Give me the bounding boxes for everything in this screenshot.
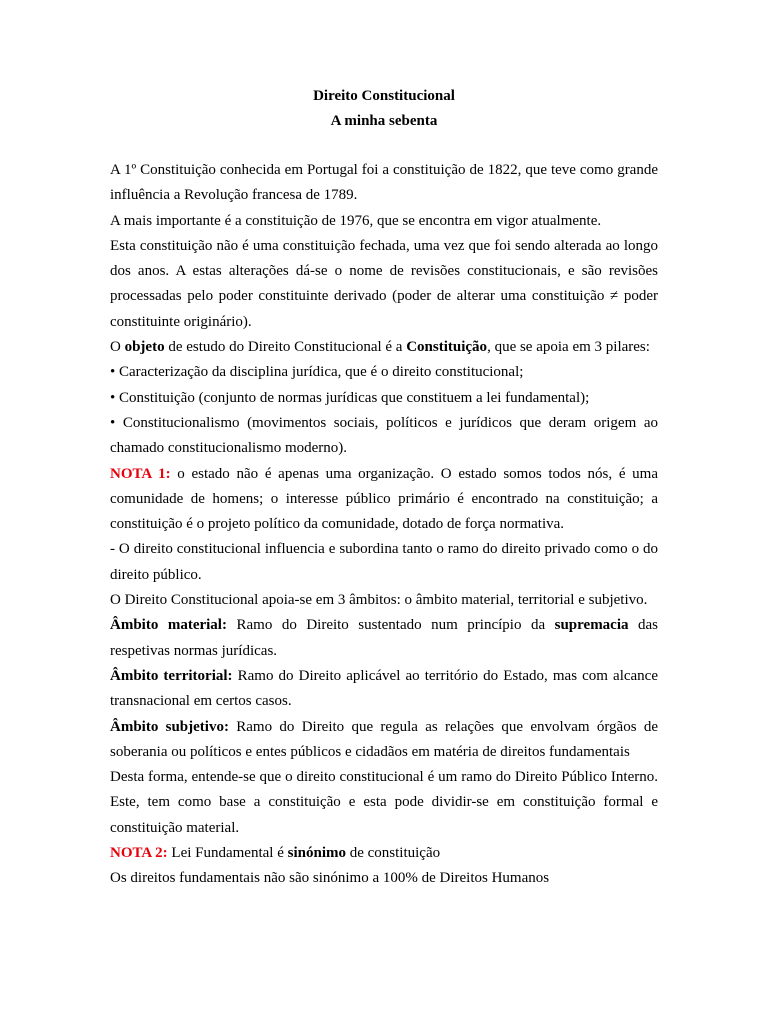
subjective-scope-paragraph (110, 715, 658, 766)
text-run: Ramo do Direito que regula as relações que envolvam órgãos de soberania ou políticos e entes públicos e cidadãos em matéria de direitos fundamentais (110, 718, 658, 760)
document-title: Direito Constitucional (313, 88, 455, 104)
bullet-item: • Constituição (conjunto de normas jurídicas que constituem a lei fundamental); (110, 389, 590, 406)
text-run: de estudo do Direito Constitucional é a (164, 339, 407, 356)
document-page (110, 84, 658, 892)
paragraph-constitution-1976: A mais importante é a constituição de 1976, que se encontra em vigor atualmente. (110, 212, 602, 229)
note-2-label: NOTA 2: (110, 845, 168, 862)
document-subtitle: A minha sebenta (330, 113, 438, 129)
subjective-scope-label: Âmbito subjetivo: (110, 718, 229, 735)
note-2-paragraph (110, 841, 658, 866)
material-scope-paragraph (110, 613, 658, 664)
paragraph-influence: - O direito constitucional influencia e subordina tanto o ramo do direito privado como o do direito público. (110, 541, 658, 583)
text-run: das respetivas normas jurídicas. (110, 617, 659, 659)
bullet-item: • Caracterização da disciplina jurídica, que é o direito constitucional; (110, 364, 524, 381)
text-run: , que se apoia em 3 pilares: (487, 339, 650, 356)
bold-supremacia: supremacia (554, 617, 629, 634)
text-run: Lei Fundamental é (167, 845, 288, 862)
bold-sinonimo: sinónimo (287, 845, 346, 862)
text-run: Ramo do Direito aplicável ao território do Estado, mas com alcance transnacional em certos casos. (110, 667, 658, 710)
bold-constituicao: Constituição (406, 339, 488, 356)
bullet-item: • Constitucionalismo (movimentos sociais, políticos e jurídicos que deram origem ao chamado constitucionalismo moderno). (110, 414, 658, 457)
paragraph-object-of-study (110, 335, 658, 360)
text-run: o estado não é apenas uma organização. O estado somos todos nós, é uma comunidade de homens; o interesse público primário é encontrado na constituição; a constituição é o projeto político da comunidade, dotado de força normativa. (110, 465, 658, 533)
paragraph-three-scopes: O Direito Constitucional apoia-se em 3 âmbitos: o âmbito material, territorial e subjetivo. (110, 592, 648, 609)
paragraph-first-constitution: A 1º Constituição conhecida em Portugal foi a constituição de 1822, que teve como grande influência a Revolução francesa de 1789. (110, 162, 658, 204)
paragraph-human-rights: Os direitos fundamentais não são sinónimo a 100% de Direitos Humanos (110, 870, 550, 887)
territorial-scope-label: Âmbito territorial: (110, 667, 233, 684)
paragraph-constitutional-revisions: Esta constituição não é uma constituição fechada, uma vez que foi sendo alterada ao longo dos anos. A estas alterações dá-se o nome de revisões constitucionais, e são revisões processadas pelo poder constituinte derivado (poder de alterar uma constituição ≠ poder constituinte originário). (110, 237, 658, 330)
note-1-label: NOTA 1: (110, 465, 171, 482)
paragraph-public-law: Desta forma, entende-se que o direito constitucional é um ramo do Direito Público Interno. Este, tem como base a constituição e esta pode dividir-se em constituição formal e constituição material. (110, 769, 658, 836)
document-body (110, 158, 658, 892)
text-run: O (110, 339, 125, 356)
territorial-scope-paragraph (110, 664, 658, 715)
bold-objeto: objeto (124, 339, 165, 356)
text-run: Ramo do Direito sustentado num princípio da (226, 617, 555, 634)
text-run: de constituição (345, 845, 441, 862)
note-1-paragraph (110, 462, 658, 538)
material-scope-label: Âmbito material: (110, 617, 227, 634)
